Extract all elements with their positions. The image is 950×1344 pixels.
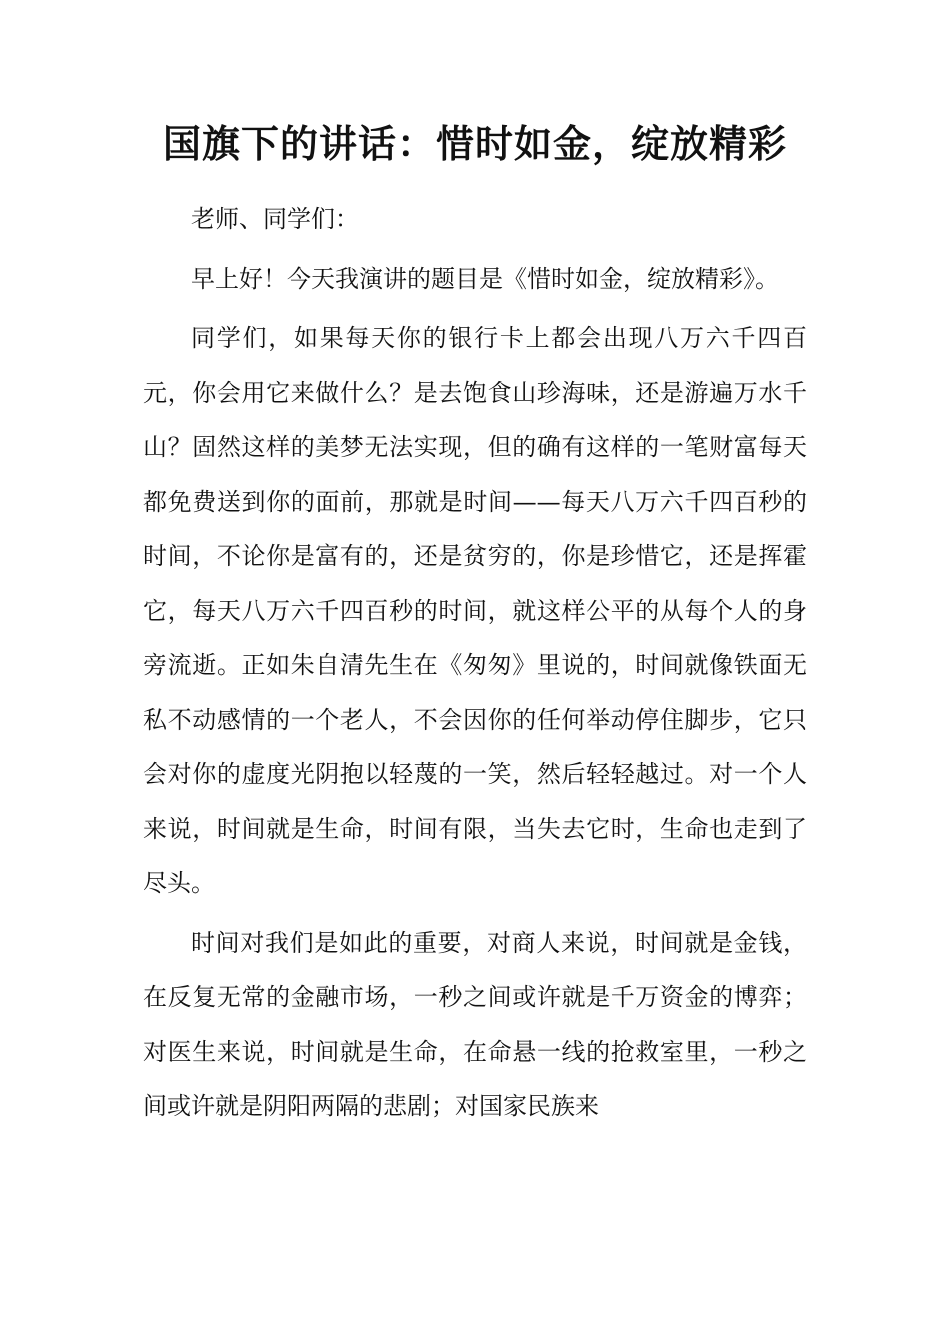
paragraph-salutation: 老师、同学们： — [191, 205, 359, 233]
paragraph-greeting: 早上好！今天我演讲的题目是《惜时如金，绽放精彩》。 — [191, 264, 779, 293]
document-title: 国旗下的讲话：惜时如金，绽放精彩 — [162, 121, 787, 166]
document-body — [143, 192, 807, 1134]
paragraph-body: 时间对我们是如此的重要，对商人来说，时间就是金钱，在反复无常的金融市场，一秒之间或许就是千万资金的博弈；对医生来说，时间就是生命，在命悬一线的抢救室里，一秒之间或许就是阴阳两隔的悲剧；对国家民族来 — [143, 928, 807, 1120]
paragraph-body: 同学们，如果每天你的银行卡上都会出现八万六千四百元，你会用它来做什么？是去饱食山珍海味，还是游遍万水千山？固然这样的美梦无法实现，但的确有这样的一笔财富每天都免费送到你的面前，那就是时间——每天八万六千四百秒的时间，不论你是富有的，还是贫穷的，你是珍惜它，还是挥霍它，每天八万六千四百秒的时间，就这样公平的从每个人的身旁流逝。正如朱自清先生在《匆匆》里说的，时间就像铁面无私不动感情的一个老人，不会因你的任何举动停住脚步，它只会对你的虚度光阴抱以轻蔑的一笑，然后轻轻越过。对一个人来说，时间就是生命，时间有限，当失去它时，生命也走到了尽头。 — [143, 324, 807, 897]
